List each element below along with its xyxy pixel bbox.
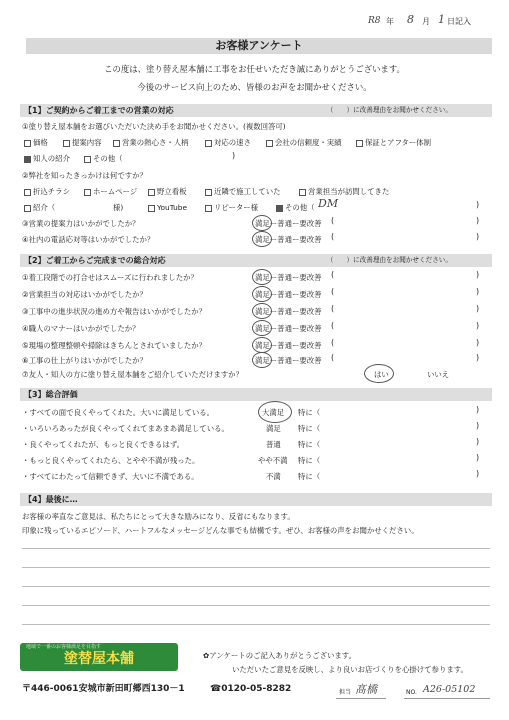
intro-line-2: 今後のサービス向上のため、皆様のお声をお聞かせください。: [137, 82, 372, 92]
s3-row-5-text: ・すべてにわたって信頼できず、大いに不満である。: [22, 472, 199, 481]
q2-option-nearby-work[interactable]: 近隣で施工していた: [205, 187, 281, 196]
q2-option-sales-visit[interactable]: 営業担当が訪問してきた: [299, 187, 389, 196]
section-1-header: [20, 104, 492, 117]
q7-no[interactable]: いいえ: [427, 370, 450, 379]
q2-option-flyer[interactable]: 折込チラシ: [24, 187, 70, 196]
s2-q1-close-paren: ): [476, 270, 480, 279]
checkbox[interactable]: [84, 189, 91, 196]
date-year: R8: [368, 16, 381, 26]
s2-q2-open-paren: (: [331, 287, 335, 296]
s2-q5-scale[interactable]: 満足ー普通ー要改善: [255, 341, 322, 350]
q1-option-price[interactable]: 価格: [24, 138, 48, 147]
q4-open-paren: (: [331, 232, 335, 241]
s2-q4-scale[interactable]: 満足ー普通ー要改善: [255, 324, 322, 333]
s2-q1-scale[interactable]: 満足ー普通ー要改善: [255, 273, 322, 282]
s3-row-5-close-paren: ): [476, 469, 480, 478]
q3-answer-circle: [252, 215, 272, 231]
s3-row-1-reason: 特に（: [298, 408, 321, 417]
s3-row-3-reason: 特に（: [298, 440, 321, 449]
s3-selected-circle: [258, 401, 292, 423]
s2-q4-close-paren: ): [476, 321, 480, 330]
s2-question-4: ④職人のマナーはいかがでしたか？: [22, 324, 140, 333]
q7-yes-circle: [364, 364, 394, 383]
s3-row-4-text: ・もっと良くやってくれたら、とやや不満が残った。: [22, 456, 200, 465]
q2-referral-suffix: 様): [113, 203, 124, 212]
s3-row-1-rating[interactable]: 大満足: [262, 408, 285, 417]
footer-thanks-2: いただいたご意見を反映し、より良いお店づくりを心掛けて参ります。: [232, 665, 468, 674]
section-1-title: 【1】ご契約からご着工までの営業の対応: [24, 106, 174, 115]
s2-q5-answer-circle: [252, 337, 272, 353]
section-2-header: [20, 254, 492, 267]
document-number: A26-05102: [423, 684, 476, 695]
q7-text: ⑦友人・知人の方に塗り替え屋本舗をご紹介していただけますか？: [22, 370, 243, 379]
s3-row-4-reason: 特に（: [298, 456, 321, 465]
q3-open-paren: (: [331, 216, 335, 225]
s2-q5-close-paren: ): [476, 338, 480, 347]
s3-row-3-text: ・良くやってくれたが、もっと良くできるはず。: [22, 440, 185, 449]
checkbox[interactable]: [84, 156, 91, 163]
q3-close-paren: ): [476, 216, 480, 225]
q2-other-answer: DM: [318, 197, 339, 210]
s3-row-3-close-paren: ): [476, 437, 480, 446]
q1-option-other[interactable]: その他（: [84, 154, 123, 163]
q1-option-referral[interactable]: 知人の紹介: [24, 154, 70, 163]
staff-label: 担当: [339, 689, 352, 696]
s3-row-2-close-paren: ): [476, 421, 480, 430]
checkbox-checked[interactable]: [24, 156, 31, 163]
s3-row-4-close-paren: ): [476, 453, 480, 462]
s3-row-5-rating[interactable]: 不満: [266, 472, 281, 481]
comment-line[interactable]: [22, 624, 490, 625]
checkbox[interactable]: [205, 140, 212, 147]
s2-q3-scale[interactable]: 満足ー普通ー要改善: [255, 307, 322, 316]
q1-option-sales-enthusiasm[interactable]: 営業の熱心さ・人柄: [113, 138, 189, 147]
s2-q1-open-paren: (: [331, 270, 335, 279]
q1-option-proposal[interactable]: 提案内容: [63, 138, 102, 147]
s4-text-2: 印象に残っているエピソード、ハートフルなメッセージどんな事でも結構です。ぜひ、お客様の声をお聞かせください。: [22, 526, 419, 535]
staff-underline: [336, 698, 386, 699]
s3-row-5-reason: 特に（: [298, 472, 321, 481]
q2-option-repeater[interactable]: リピーター様: [205, 203, 258, 212]
date-day: 1: [438, 13, 445, 26]
q7-yes[interactable]: はい: [374, 370, 389, 379]
q2-option-referral[interactable]: 紹介（: [24, 203, 55, 212]
s2-question-2: ②営業担当の対応はいかがでしたか？: [22, 290, 147, 299]
s2-q1-answer-circle: [252, 269, 272, 285]
q2-close-paren: ): [476, 200, 480, 209]
section-2-title: 【2】ご着工からご完成までの総合対応: [24, 256, 166, 265]
footer-thanks-1: ✿アンケートのご記入ありがとうございます。: [203, 651, 356, 660]
checkbox[interactable]: [24, 189, 31, 196]
q2-text: ②弊社を知ったきっかけは何ですか？: [22, 171, 147, 180]
q2-option-homepage[interactable]: ホームページ: [84, 187, 137, 196]
s2-question-3: ③工事中の進歩状況の進め方や報告はいかがでしたか？: [22, 307, 207, 316]
section-3-header: [20, 388, 492, 401]
title-banner: [26, 38, 492, 54]
s3-row-1-close-paren: ): [476, 405, 480, 414]
section-4-title: 【4】最後に…: [24, 495, 78, 504]
q2-option-signboard[interactable]: 野立看板: [148, 187, 187, 196]
s3-row-4-rating[interactable]: やや不満: [258, 456, 288, 465]
date-month: 8: [407, 13, 414, 26]
intro-line-1: この度は、塗り替え屋本舗に工事をお任せいただき誠にありがとうございます。: [104, 64, 405, 74]
checkbox[interactable]: [113, 140, 120, 147]
staff-name: 髙橋: [355, 683, 377, 696]
s2-q6-open-paren: (: [331, 353, 335, 362]
s3-row-1-text: ・すべての面で良くやってくれた。大いに満足している。: [22, 408, 215, 417]
q1-other-close-paren: ): [232, 151, 236, 160]
section-4-header: [20, 493, 492, 506]
checkbox[interactable]: [148, 189, 155, 196]
q3-text: ③営業の提案力はいかがでしたか？: [22, 219, 140, 228]
company-address: 〒446-0061安城市新田町郷西130－1: [22, 684, 185, 694]
s2-q5-open-paren: (: [331, 338, 335, 347]
comment-line[interactable]: [22, 548, 490, 549]
s3-row-2-text: ・いろいろあったが良くやってくれてまあまあ満足している。: [22, 424, 229, 433]
checkbox[interactable]: [24, 140, 31, 147]
date-day-label: 日記入: [447, 17, 471, 26]
s2-q2-close-paren: ): [476, 287, 480, 296]
s3-row-2-rating[interactable]: 満足: [266, 424, 281, 433]
checkbox[interactable]: [63, 140, 70, 147]
q2-option-other[interactable]: その他（: [276, 203, 315, 212]
q4-text: ④社内の電話応対等はいかがでしたか？: [22, 235, 155, 244]
q4-close-paren: ): [476, 232, 480, 241]
s2-q4-open-paren: (: [331, 321, 335, 330]
q1-option-speed[interactable]: 対応の速さ: [205, 138, 251, 147]
no-label: NO.: [406, 689, 417, 696]
s2-q3-open-paren: (: [331, 304, 335, 313]
checkbox-checked[interactable]: [276, 205, 283, 212]
date-year-label: 年: [386, 17, 394, 26]
q1-option-warranty[interactable]: 保証とアフター体制: [356, 138, 431, 147]
s2-q2-answer-circle: [252, 286, 272, 302]
company-phone: ☎0120-05-8282: [210, 684, 292, 694]
checkbox[interactable]: [24, 205, 31, 212]
section-1-note: （ ）に改善理由をお聞かせください。: [326, 106, 452, 114]
comment-line[interactable]: [22, 605, 490, 606]
q3-scale[interactable]: 満足ー普通ー要改善: [255, 219, 322, 228]
checkbox[interactable]: [205, 189, 212, 196]
checkbox[interactable]: [148, 205, 155, 212]
comment-line[interactable]: [22, 586, 490, 587]
q4-scale[interactable]: 満足ー普通ー要改善: [255, 235, 322, 244]
comment-line[interactable]: [22, 567, 490, 568]
checkbox[interactable]: [266, 140, 273, 147]
date-month-label: 月: [422, 17, 430, 26]
logo-text: 塗替屋本舗: [64, 651, 134, 667]
s2-q3-answer-circle: [252, 303, 272, 319]
s2-q3-close-paren: ): [476, 304, 480, 313]
s2-q6-scale[interactable]: 満足ー普通ー要改善: [255, 356, 322, 365]
section-3-title: 【3】総合評価: [24, 390, 78, 399]
q4-answer-circle: [252, 231, 272, 247]
q2-option-youtube[interactable]: YouTube: [148, 203, 187, 212]
q1-text: ①塗り替え屋本舗をお選びいただいた決め手をお聞かせください。(複数回答可): [22, 122, 286, 131]
s3-row-2-reason: 特に（: [298, 424, 321, 433]
checkbox[interactable]: [299, 189, 306, 196]
s4-text-1: お客様の率直なご意見は、私たちにとって大きな励みになり、反省にもなります。: [22, 512, 295, 521]
no-underline: [404, 698, 490, 699]
logo-tagline: 地域で一番のお客様満足を目指す: [26, 644, 102, 650]
s2-question-6: ⑥工事の仕上がりはいかがでしたか？: [22, 356, 147, 365]
s3-row-3-rating[interactable]: 普通: [266, 440, 281, 449]
s2-question-1: ①着工段階での打合せはスムーズに行われましたか？: [22, 273, 198, 282]
company-logo: [20, 643, 178, 671]
s2-q6-close-paren: ): [476, 353, 480, 362]
s2-q6-answer-circle: [252, 352, 272, 368]
s2-q4-answer-circle: [252, 320, 272, 336]
s2-question-5: ⑤現場の整理整頓や掃除はきちんとされていましたか？: [22, 341, 207, 350]
checkbox[interactable]: [356, 140, 363, 147]
checkbox[interactable]: [205, 205, 212, 212]
page-title: お客様アンケート: [215, 39, 303, 52]
q1-option-trust[interactable]: 会社の信頼度・実績: [266, 138, 342, 147]
section-2-note: （ ）に改善理由をお聞かせください。: [326, 256, 452, 264]
s2-q2-scale[interactable]: 満足ー普通ー要改善: [255, 290, 322, 299]
